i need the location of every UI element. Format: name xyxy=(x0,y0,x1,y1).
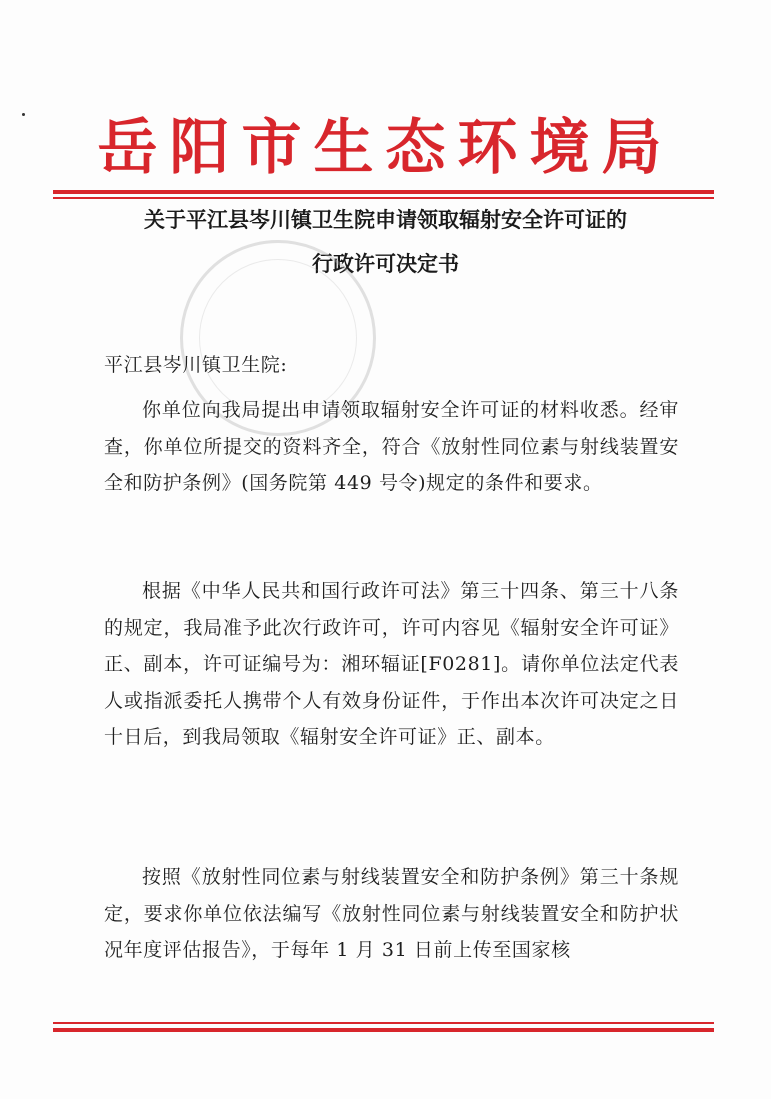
salutation: 平江县岑川镇卫生院: xyxy=(104,354,288,376)
letterhead-red-rule-thick xyxy=(53,190,714,194)
document-title-line-2: 行政许可决定书 xyxy=(312,252,459,276)
body-paragraph-1: 你单位向我局提出申请领取辐射安全许可证的材料收悉。经审查，你单位所提交的资料齐全，符合《放射性同位素与射线装置安全和防护条例》(国务院第 449 号令)规定的条件和要求。 xyxy=(104,399,679,494)
footer-red-rule-thin xyxy=(53,1022,714,1024)
document-title-line-1: 关于平江县岑川镇卫生院申请领取辐射安全许可证的 xyxy=(144,208,627,232)
footer-red-rule-thick xyxy=(53,1028,714,1032)
body-paragraph-3: 按照《放射性同位素与射线装置安全和防护条例》第三十条规定，要求你单位依法编写《放射性同位素与射线装置安全和防护状况年度评估报告》，于每年 1 月 31 日前上传至国家核 xyxy=(104,866,679,961)
letterhead-org-name: 岳阳市生态环境局 xyxy=(97,113,674,183)
letterhead-red-rule-thin xyxy=(53,197,714,199)
body-paragraph-2: 根据《中华人民共和国行政许可法》第三十四条、第三十八条的规定，我局准予此次行政许可，许可内容见《辐射安全许可证》正、副本，许可证编号为：湘环辐证[F0281]。请你单位法定代表人或指派委托人携带个人有效身份证件，于作出本次许可决定之日十日后，到我局领取《辐射安全许可证》正、副本。 xyxy=(104,580,679,748)
